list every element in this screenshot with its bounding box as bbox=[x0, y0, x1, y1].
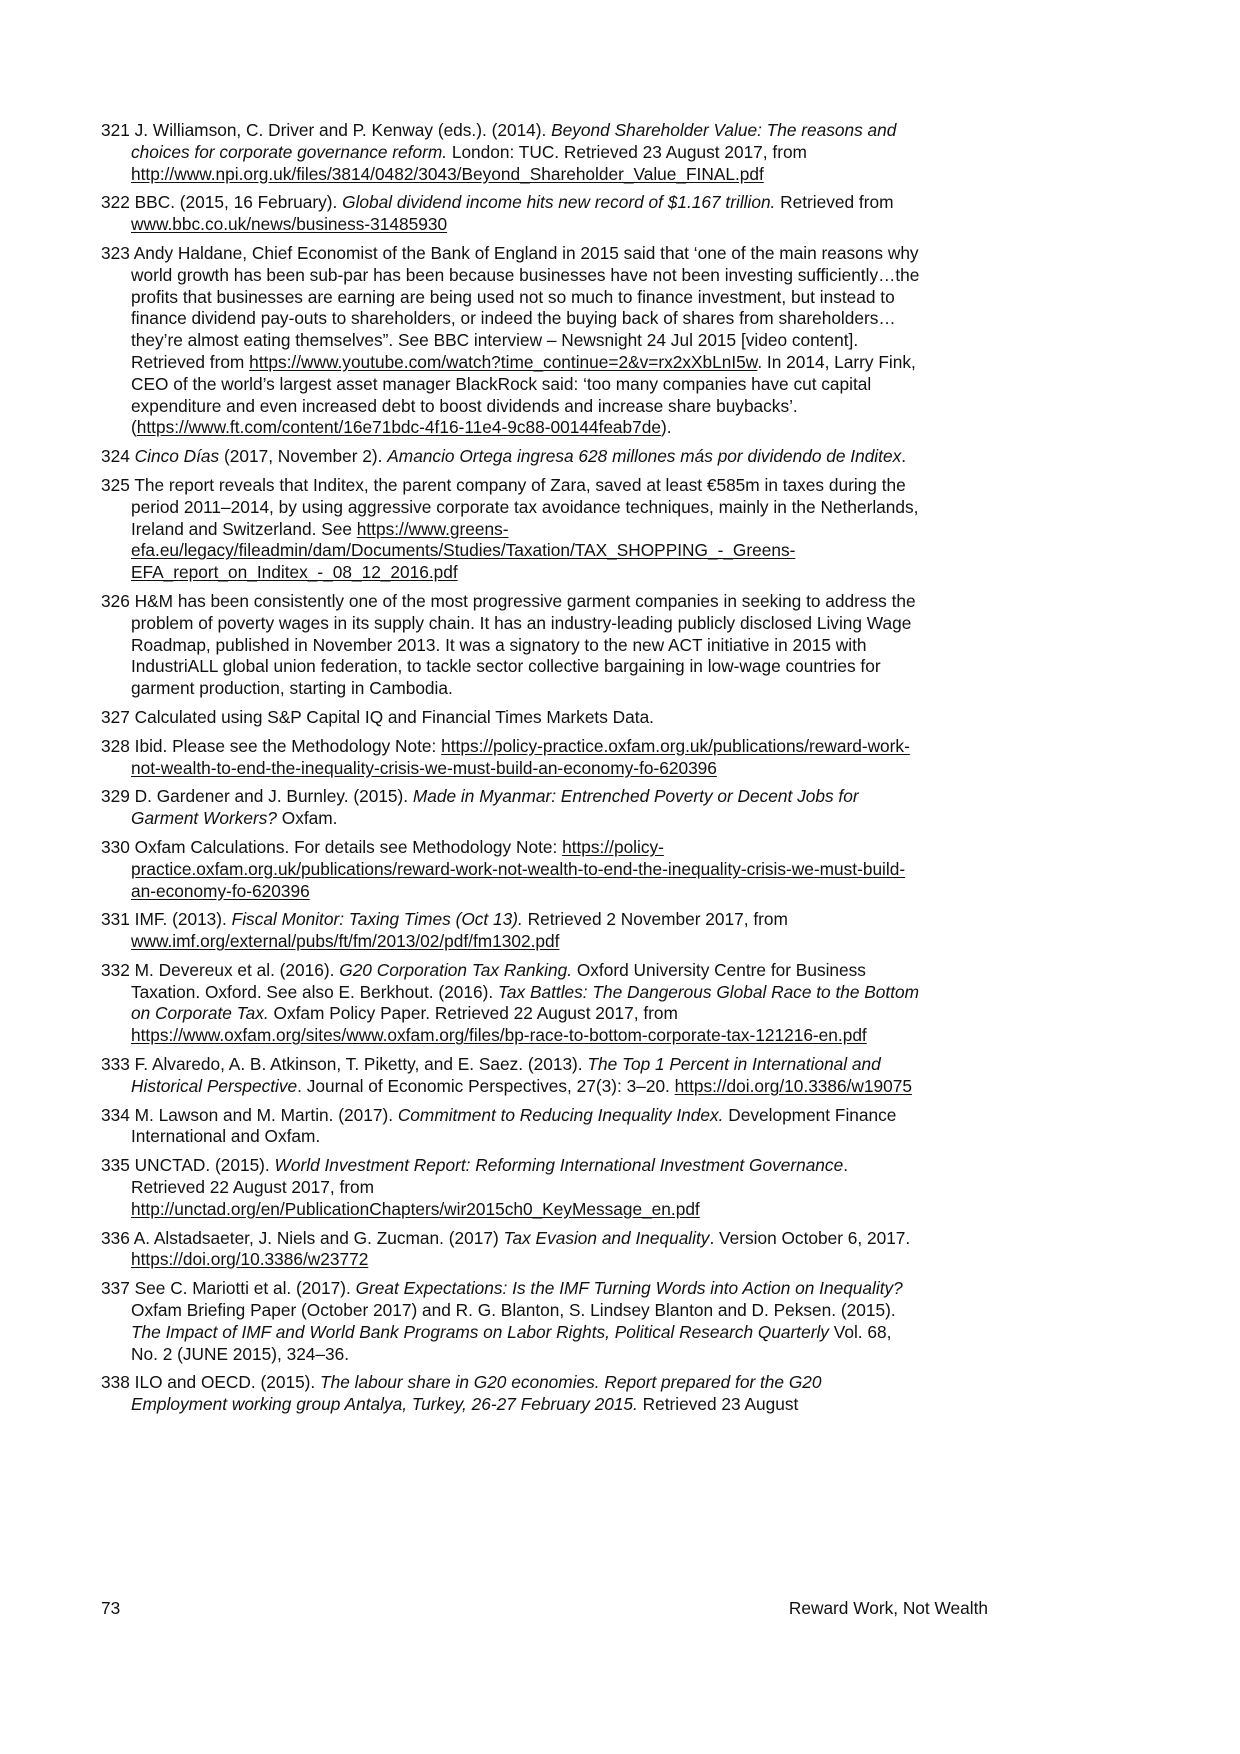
endnote-text: BBC. (2015, 16 February). bbox=[134, 192, 343, 213]
endnote-334 bbox=[101, 1105, 921, 1149]
endnote-326 bbox=[101, 591, 921, 700]
endnote-number: 331 bbox=[101, 909, 130, 930]
endnote-title: The labour share in G20 economies. Report prepared for the G20 Employment working group Antalya, Turkey, 26-27 February 2015. bbox=[131, 1372, 822, 1415]
endnote-number: 335 bbox=[101, 1155, 130, 1176]
endnote-text: Oxfam Policy Paper. Retrieved 22 August 2017, from bbox=[268, 1003, 678, 1024]
endnote-link[interactable]: https://www.youtube.com/watch?time_continue=2&v=rx2xXbLnI5w bbox=[249, 351, 758, 372]
endnote-text: Oxfam Briefing Paper (October 2017) and R. G. Blanton, S. Lindsey Blanton and D. Peksen. (2015). bbox=[131, 1300, 896, 1321]
endnote-number: 325 bbox=[101, 474, 130, 495]
endnote-text: Vol. 68, No. 2 (JUNE 2015), 324–36. bbox=[131, 1321, 892, 1364]
endnote-number: 337 bbox=[101, 1278, 130, 1299]
endnote-number: 321 bbox=[101, 120, 130, 140]
endnote-number: 334 bbox=[101, 1104, 130, 1125]
endnote-text: Development Finance International and Oxfam. bbox=[131, 1104, 897, 1147]
endnote-link[interactable]: https://doi.org/10.3386/w23772 bbox=[131, 1249, 369, 1270]
endnote-333 bbox=[101, 1054, 921, 1098]
endnote-number: 324 bbox=[101, 446, 130, 467]
endnote-title: The Impact of IMF and World Bank Programs on Labor Rights, Political Research Quarterly bbox=[131, 1321, 829, 1342]
endnote-text: The report reveals that Inditex, the parent company of Zara, saved at least €585m in taxes during the period 2011–2014, by using aggressive corporate tax avoidance techniques, mainly in the Netherlands, Ireland and Switzerland. See bbox=[131, 474, 919, 539]
endnote-338 bbox=[101, 1372, 921, 1416]
endnote-number: 328 bbox=[101, 735, 130, 756]
endnote-number: 336 bbox=[101, 1227, 130, 1248]
endnote-325 bbox=[101, 475, 921, 584]
endnote-link[interactable]: https://www.greens-efa.eu/legacy/fileadmin/dam/Documents/Studies/Taxation/TAX_SHOPPING_-_Greens-EFA_report_on_Inditex_-_08_12_2016.pdf bbox=[131, 518, 796, 583]
endnote-text: . bbox=[901, 446, 907, 467]
endnote-text: Oxfam Calculations. For details see Methodology Note: bbox=[134, 836, 563, 857]
endnote-link[interactable]: https://policy-practice.oxfam.org.uk/publications/reward-work-not-wealth-to-end-the-inequality-crisis-we-must-build-an-economy-fo-620396 bbox=[131, 836, 906, 901]
endnote-text: . In 2014, Larry Fink, CEO of the world’s largest asset manager BlackRock said: ‘too many companies have cut capital expenditure and even increased debt to boost dividends and increase share buybacks’. ( bbox=[131, 351, 916, 438]
endnote-link[interactable]: www.bbc.co.uk/news/business-31485930 bbox=[131, 214, 448, 235]
endnote-335 bbox=[101, 1155, 921, 1220]
endnote-text: ). bbox=[661, 417, 672, 438]
endnote-text: Oxfam. bbox=[276, 808, 338, 829]
endnote-link[interactable]: https://policy-practice.oxfam.org.uk/publications/reward-work-not-wealth-to-end-the-inequality-crisis-we-must-build-an-economy-fo-620396 bbox=[131, 735, 910, 778]
endnote-title: Made in Myanmar: Entrenched Poverty or Decent Jobs for Garment Workers? bbox=[131, 786, 859, 829]
endnote-328 bbox=[101, 736, 921, 780]
endnote-323 bbox=[101, 243, 921, 439]
endnote-text: IMF. (2013). bbox=[134, 909, 232, 930]
endnote-title: Tax Evasion and Inequality bbox=[503, 1227, 710, 1248]
endnote-link[interactable]: https://doi.org/10.3386/w19075 bbox=[674, 1075, 912, 1096]
endnote-text: Ibid. Please see the Methodology Note: bbox=[134, 735, 442, 756]
page-number: 73 bbox=[101, 1598, 121, 1618]
endnote-327 bbox=[101, 707, 921, 729]
endnote-322 bbox=[101, 192, 921, 236]
endnote-text: Retrieved 23 August bbox=[637, 1394, 799, 1415]
endnote-number: 332 bbox=[101, 959, 130, 980]
endnote-text: Calculated using S&P Capital IQ and Financial Times Markets Data. bbox=[134, 706, 654, 727]
endnote-text: ILO and OECD. (2015). bbox=[134, 1372, 321, 1393]
endnote-329 bbox=[101, 786, 921, 830]
endnote-title: Great Expectations: Is the IMF Turning Words into Action on Inequality? bbox=[355, 1278, 903, 1299]
endnote-324 bbox=[101, 446, 921, 468]
endnote-link[interactable]: https://www.ft.com/content/16e71bdc-4f16-11e4-9c88-00144feab7de bbox=[136, 417, 661, 438]
endnote-link[interactable]: https://www.oxfam.org/sites/www.oxfam.org/files/bp-race-to-bottom-corporate-tax-121216-en.pdf bbox=[131, 1025, 867, 1046]
endnote-number: 322 bbox=[101, 192, 130, 213]
endnote-number: 338 bbox=[101, 1372, 130, 1393]
endnote-text: (2017, November 2). bbox=[219, 446, 388, 467]
endnote-text: Andy Haldane, Chief Economist of the Bank of England in 2015 said that ‘one of the main reasons why world growth has been sub-par has been because businesses have not been investing sufficiently…the profits that businesses are earning are being used not so much to finance investment, but instead to finance dividend pay-outs to shareholders, or indeed the buying back of shares from shareholders…they’re almost eating themselves”. See BBC interview – Newsnight 24 Jul 2015 [video content]. Retrieved from bbox=[131, 242, 920, 372]
endnote-321 bbox=[101, 120, 921, 185]
endnote-number: 327 bbox=[101, 706, 130, 727]
endnote-text: . Journal of Economic Perspectives, 27(3): 3–20. bbox=[297, 1075, 675, 1096]
endnote-link[interactable]: http://unctad.org/en/PublicationChapters/wir2015ch0_KeyMessage_en.pdf bbox=[131, 1198, 700, 1219]
endnote-link[interactable]: www.imf.org/external/pubs/ft/fm/2013/02/pdf/fm1302.pdf bbox=[131, 931, 560, 952]
endnote-title: The Top 1 Percent in International and Historical Perspective bbox=[131, 1054, 881, 1096]
endnote-text: Oxford University Centre for Business Taxation. Oxford. See also E. Berkhout. (2016). bbox=[131, 959, 866, 1002]
endnotes-list bbox=[101, 120, 921, 1423]
endnote-number: 323 bbox=[101, 242, 130, 263]
endnote-title: Amancio Ortega ingresa 628 millones más por dividendo de Inditex bbox=[387, 446, 902, 467]
endnote-text: M. Devereux et al. (2016). bbox=[134, 959, 340, 980]
endnote-text: See C. Mariotti et al. (2017). bbox=[134, 1278, 356, 1299]
endnote-number: 329 bbox=[101, 786, 130, 807]
endnote-text: F. Alvaredo, A. B. Atkinson, T. Piketty, and E. Saez. (2013). bbox=[134, 1054, 588, 1075]
endnote-text: Retrieved 2 November 2017, from bbox=[522, 909, 788, 930]
endnote-text: A. Alstadsaeter, J. Niels and G. Zucman. (2017) bbox=[133, 1227, 504, 1248]
endnote-title: Fiscal Monitor: Taxing Times (Oct 13). bbox=[231, 909, 523, 930]
endnote-336 bbox=[101, 1228, 921, 1272]
endnote-text: UNCTAD. (2015). bbox=[134, 1155, 275, 1176]
endnote-title: Tax Battles: The Dangerous Global Race to the Bottom on Corporate Tax. bbox=[131, 981, 920, 1024]
endnote-text: . Version October 6, 2017. bbox=[709, 1227, 911, 1248]
endnote-text: London: TUC. Retrieved 23 August 2017, from bbox=[447, 141, 807, 162]
endnote-number: 326 bbox=[101, 590, 130, 611]
endnote-332 bbox=[101, 960, 921, 1047]
endnote-title: Cinco Días bbox=[134, 446, 220, 467]
endnote-331 bbox=[101, 909, 921, 953]
endnote-text: H&M has been consistently one of the most progressive garment companies in seeking to address the problem of poverty wages in its supply chain. It has an industry-leading publicly disclosed Living Wage Roadmap, published in November 2013. It was a signatory to the new ACT initiative in 2015 with IndustriALL global union federation, to tackle sector collective bargaining in low-wage countries for garment production, starting in Cambodia. bbox=[131, 590, 916, 699]
document-title: Reward Work, Not Wealth bbox=[788, 1598, 988, 1618]
endnote-number: 333 bbox=[101, 1054, 130, 1075]
endnote-title: Commitment to Reducing Inequality Index. bbox=[397, 1104, 724, 1125]
endnote-number: 330 bbox=[101, 836, 130, 857]
endnote-337 bbox=[101, 1278, 921, 1365]
endnote-text: D. Gardener and J. Burnley. (2015). bbox=[134, 786, 413, 807]
endnote-text: . Retrieved 22 August 2017, from bbox=[131, 1155, 848, 1198]
endnote-title: Beyond Shareholder Value: The reasons and choices for corporate governance reform. bbox=[131, 120, 897, 162]
endnote-title: Global dividend income hits new record of $1.167 trillion. bbox=[342, 192, 776, 213]
endnote-title: G20 Corporation Tax Ranking. bbox=[339, 959, 573, 980]
endnote-text: M. Lawson and M. Martin. (2017). bbox=[134, 1104, 398, 1125]
endnote-link[interactable]: http://www.npi.org.uk/files/3814/0482/3043/Beyond_Shareholder_Value_FINAL.pdf bbox=[131, 163, 764, 184]
endnote-title: World Investment Report: Reforming International Investment Governance bbox=[274, 1155, 844, 1176]
endnote-text: Retrieved from bbox=[775, 192, 894, 213]
endnote-text: J. Williamson, C. Driver and P. Kenway (eds.). (2014). bbox=[134, 120, 552, 140]
endnote-330 bbox=[101, 837, 921, 902]
